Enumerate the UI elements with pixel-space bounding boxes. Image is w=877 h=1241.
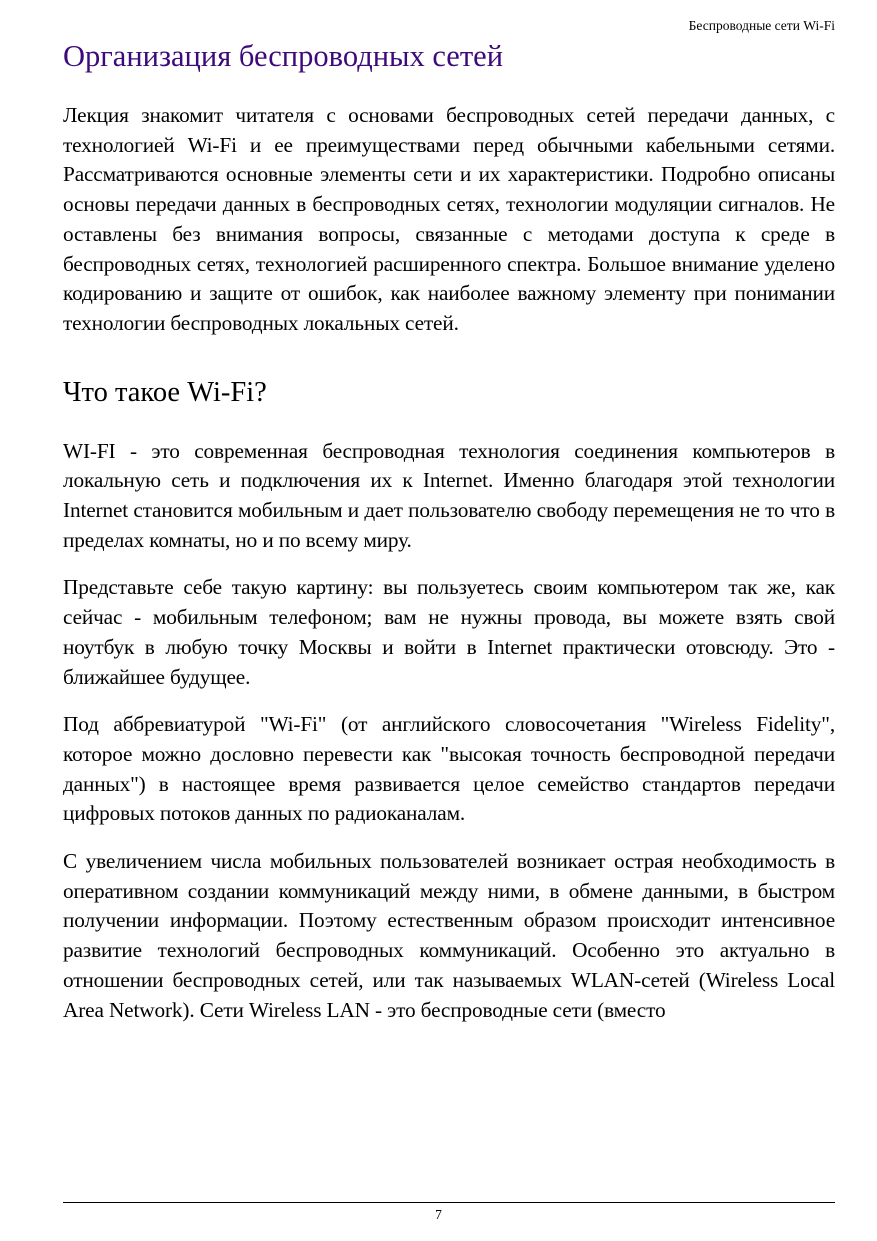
page-number: 7 — [435, 1207, 442, 1222]
footer-divider — [63, 1202, 835, 1203]
section-title: Что такое Wi-Fi? — [63, 376, 267, 408]
running-header: Беспроводные сети Wi-Fi — [688, 18, 835, 33]
body-paragraph: WI-FI - это современная беспроводная технология соединения компьютеров в локальную сеть и подключения их к Internet. Именно благодаря этой технологии Internet становится мобильным и дает пользователю свободу перемещения не то что в пределах комнаты, но и по всему миру. — [63, 438, 835, 552]
chapter-title: Организация беспроводных сетей — [63, 39, 504, 73]
body-paragraph: Представьте себе такую картину: вы пользуетесь своим компьютером так же, как сейчас - мобильным телефоном; вам не нужны провода, вы можете взять свой ноутбук в любую точку Москвы и войти в Internet практически отовсюду. Это - ближайшее будущее. — [63, 575, 835, 689]
body-paragraph: С увеличением числа мобильных пользователей возникает острая необходимость в оперативном создании коммуникаций между ними, в обмене данными, в быстром получении информации. Поэтому естественным образом происходит интенсивное развитие технологий беспроводных коммуникаций. Особенно это актуально в отношении беспроводных сетей, или так называемых WLAN-сетей (Wireless Local Area Network). Сети Wireless LAN - это беспроводные сети (вместо — [63, 849, 835, 1022]
page-content — [63, 36, 835, 1025]
body-paragraph: Под аббревиатурой "Wi-Fi" (от английского словосочетания "Wireless Fidelity", которое можно дословно перевести как "высокая точность беспроводной передачи данных") в настоящее время развивается целое семейство стандартов передачи цифровых потоков данных по радиоканалам. — [63, 712, 835, 826]
lecture-intro-paragraph: Лекция знакомит читателя с основами беспроводных сетей передачи данных, с технологией Wi-Fi и ее преимуществами перед обычными кабельными сетями. Рассматриваются основные элементы сети и их характеристики. Подробно описаны основы передачи данных в беспроводных сетях, технологии модуляции сигналов. Не оставлены без внимания вопросы, связанные с методами доступа к среде в беспроводных сетях, технологией расширенного спектра. Большое внимание уделено кодированию и защите от ошибок, как наиболее важному элементу при понимании технологии беспроводных локальных сетей. — [63, 103, 835, 335]
